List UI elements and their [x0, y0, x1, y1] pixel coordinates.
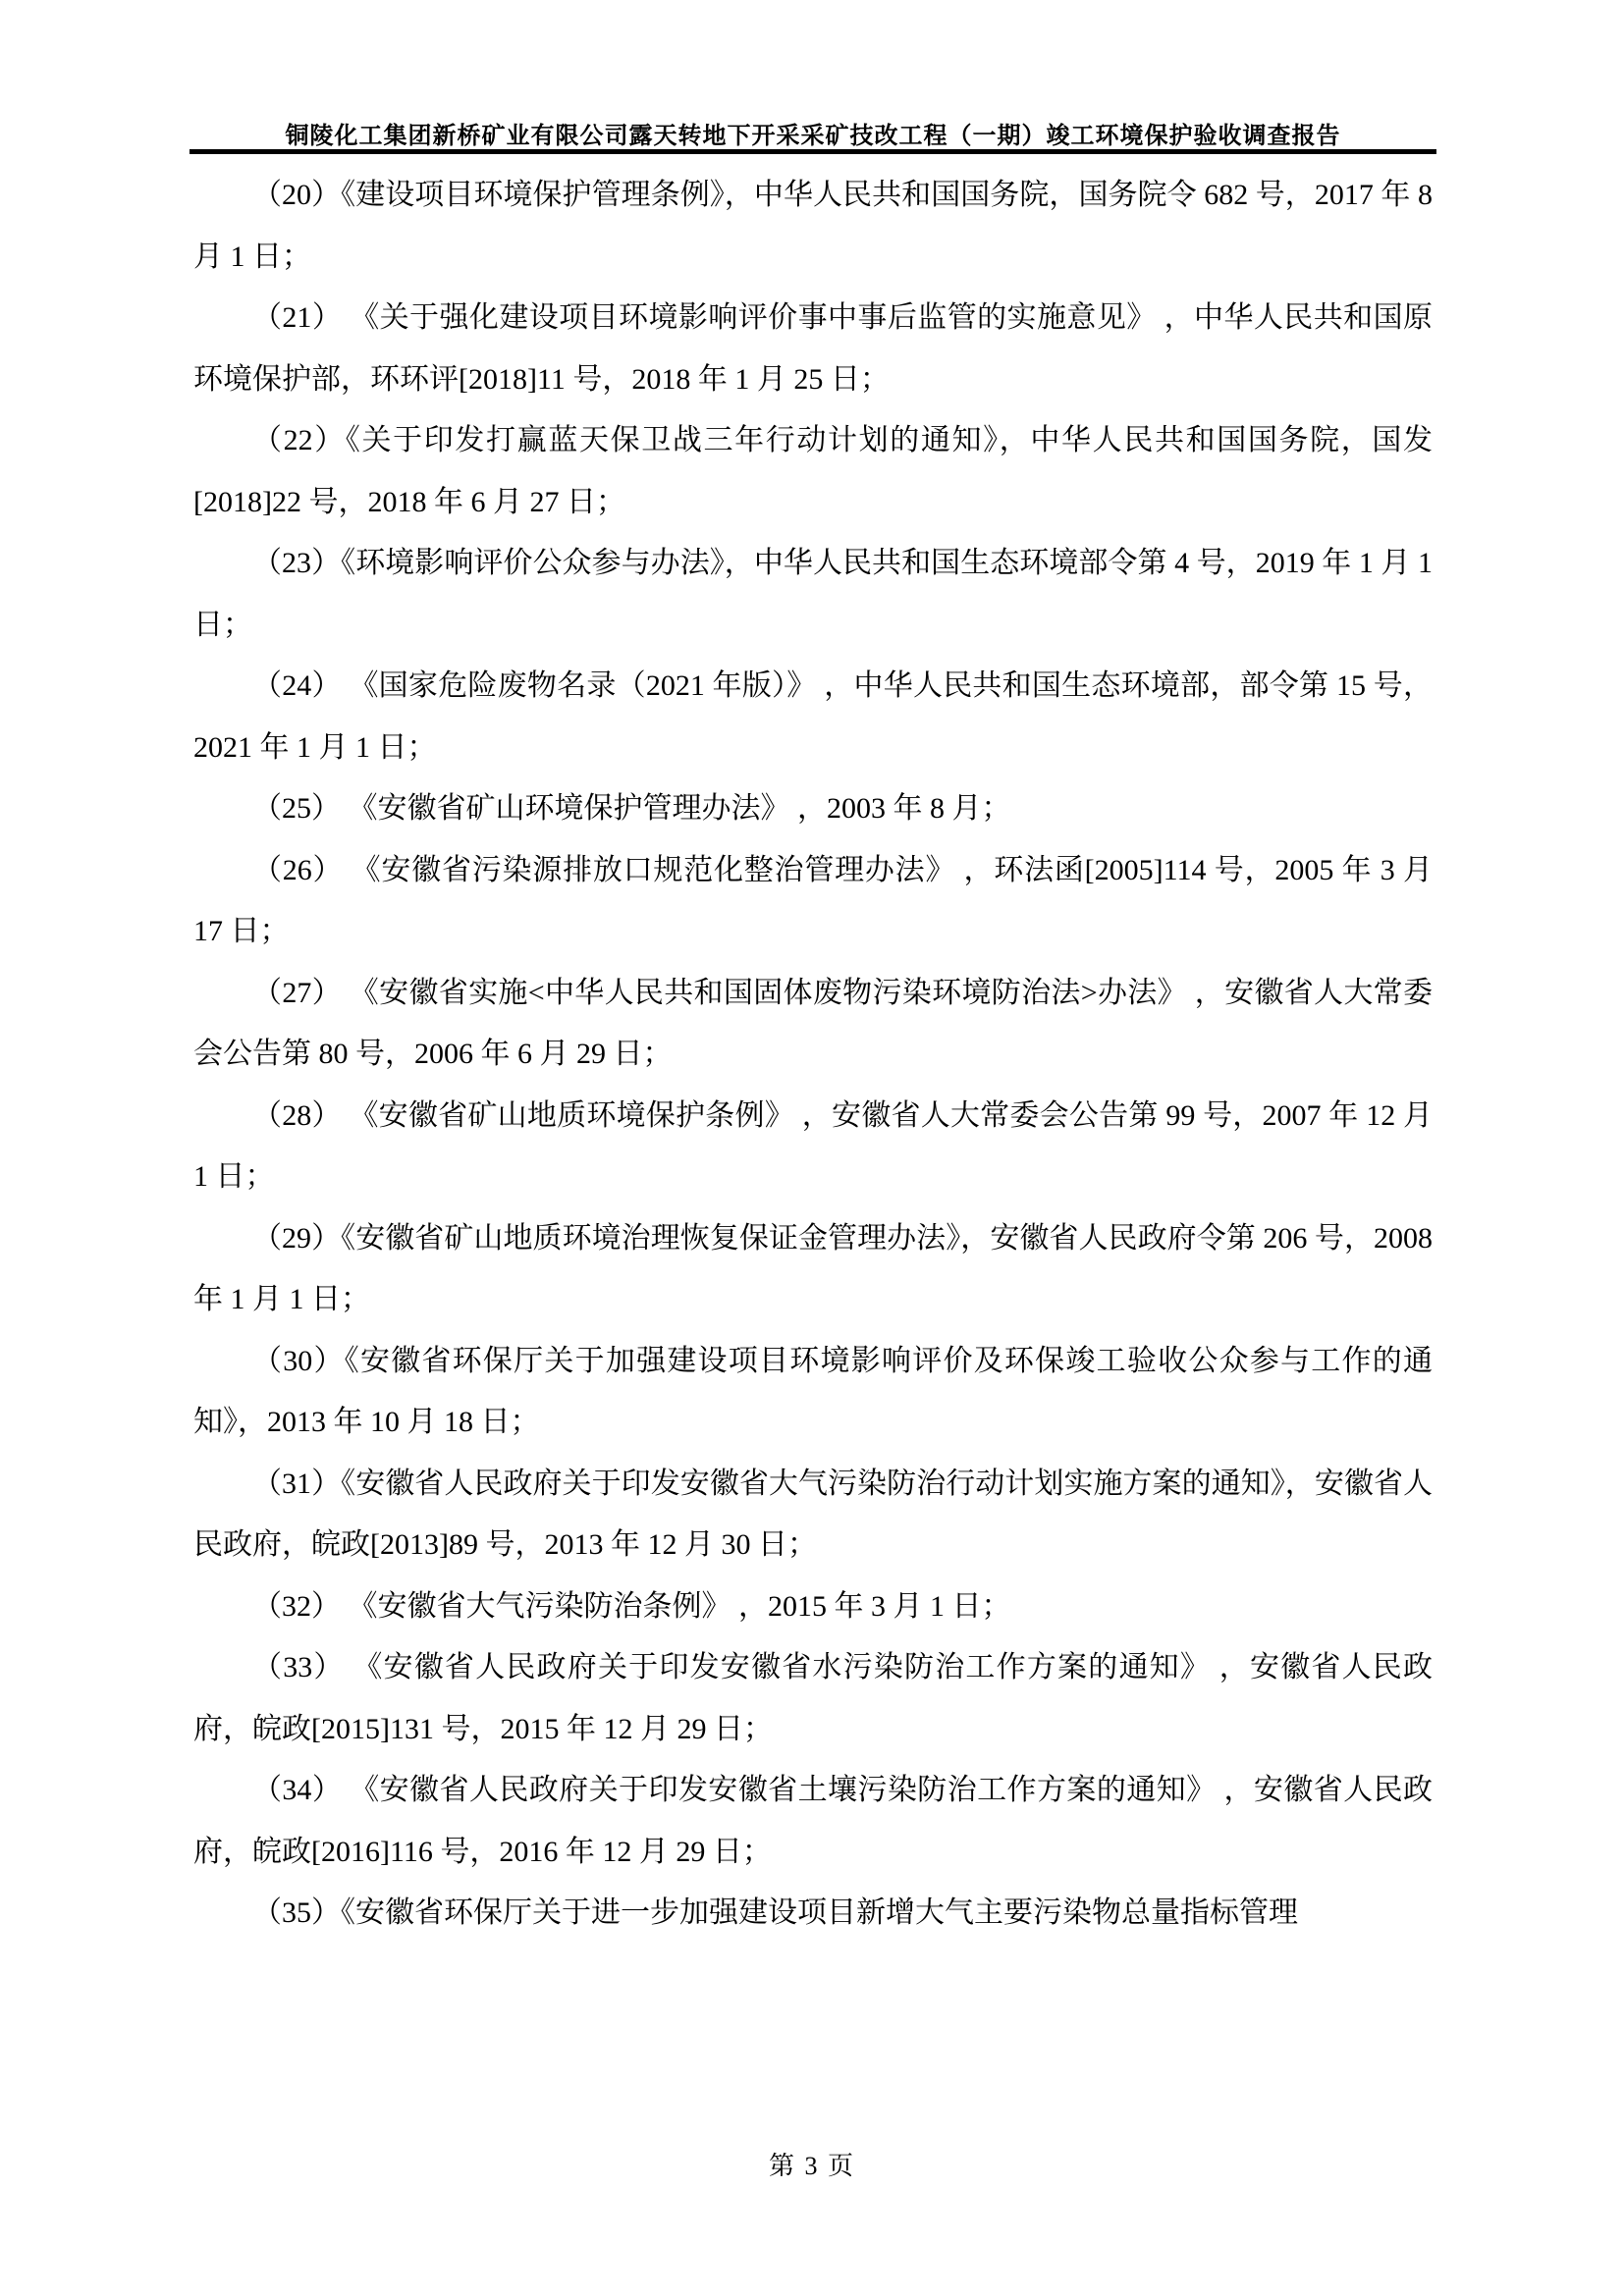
reference-item: （23）《环境影响评价公众参与办法》，中华人民共和国生态环境部令第 4 号，2019 年 1 月 1 日；	[193, 547, 1433, 641]
reference-item: （32） 《安徽省大气污染防治条例》 ，2015 年 3 月 1 日；	[252, 1589, 1011, 1623]
reference-item: （21） 《关于强化建设项目环境影响评价事中事后监管的实施意见》 ，中华人民共和国原环境保护部，环环评[2018]11 号，2018 年 1 月 25 日；	[193, 301, 1433, 396]
reference-item: （25） 《安徽省矿山环境保护管理办法》 ，2003 年 8 月；	[252, 792, 1011, 825]
reference-item: （29）《安徽省矿山地质环境治理恢复保证金管理办法》，安徽省人民政府令第 206 号，2008 年 1 月 1 日；	[193, 1221, 1433, 1315]
reference-item: （22）《关于印发打赢蓝天保卫战三年行动计划的通知》，中华人民共和国国务院，国发[2018]22 号，2018 年 6 月 27 日；	[193, 424, 1433, 518]
header-divider	[189, 149, 1436, 154]
reference-item: （30）《安徽省环保厅关于加强建设项目环境影响评价及环保竣工验收公众参与工作的通知》，2013 年 10 月 18 日；	[193, 1344, 1433, 1438]
reference-item: （24） 《国家危险废物名录（2021 年版）》 ，中华人民共和国生态环境部，部令第 15 号，2021 年 1 月 1 日；	[193, 669, 1433, 764]
reference-item: （31）《安徽省人民政府关于印发安徽省大气污染防治行动计划实施方案的通知》，安徽省人民政府，皖政[2013]89 号，2013 年 12 月 30 日；	[193, 1467, 1433, 1561]
reference-item: （35）《安徽省环保厅关于进一步加强建设项目新增大气主要污染物总量指标管理	[252, 1896, 1298, 1929]
page-number: 第 3 页	[768, 2152, 855, 2180]
running-header-title: 铜陵化工集团新桥矿业有限公司露天转地下开采采矿技改工程（一期）竣工环境保护验收调查报告	[285, 124, 1341, 149]
document-body	[193, 165, 1433, 1945]
reference-item: （34） 《安徽省人民政府关于印发安徽省土壤污染防治工作方案的通知》 ，安徽省人民政府，皖政[2016]116 号，2016 年 12 月 29 日；	[193, 1774, 1433, 1868]
reference-item: （26） 《安徽省污染源排放口规范化整治管理办法》 ，环法函[2005]114 号，2005 年 3 月 17 日；	[193, 853, 1433, 947]
reference-item: （20）《建设项目环境保护管理条例》，中华人民共和国国务院，国务院令 682 号，2017 年 8 月 1 日；	[193, 179, 1433, 273]
reference-item: （27） 《安徽省实施<中华人民共和国固体废物污染环境防治法>办法》 ，安徽省人大常委会公告第 80 号，2006 年 6 月 29 日；	[193, 976, 1433, 1070]
reference-item: （33） 《安徽省人民政府关于印发安徽省水污染防治工作方案的通知》 ，安徽省人民政府，皖政[2015]131 号，2015 年 12 月 29 日；	[193, 1651, 1433, 1745]
reference-item: （28） 《安徽省矿山地质环境保护条例》 ，安徽省人大常委会公告第 99 号，2007 年 12 月 1 日；	[193, 1098, 1433, 1193]
